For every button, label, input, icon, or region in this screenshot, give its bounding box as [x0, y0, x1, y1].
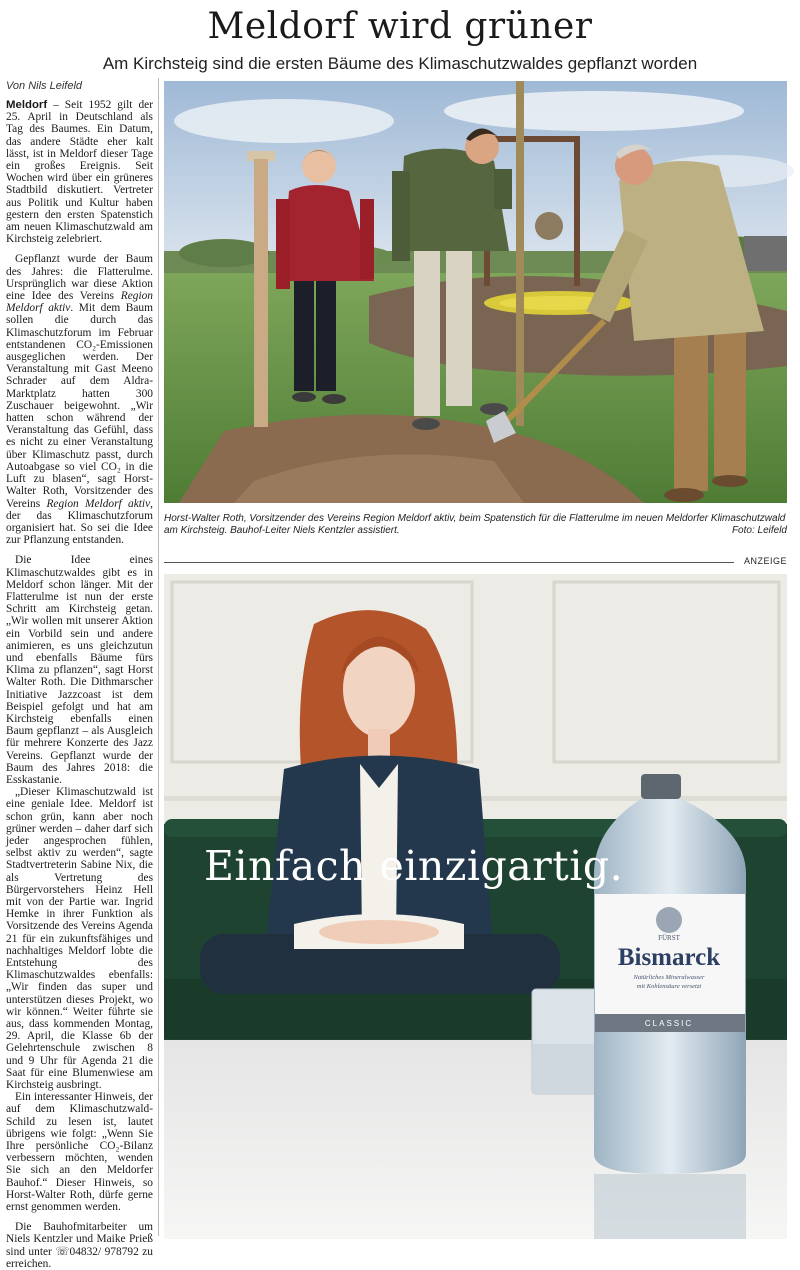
bottle-variant: CLASSIC: [644, 1019, 694, 1028]
article-body: [6, 99, 153, 1270]
column-divider: [158, 78, 159, 1236]
dateline: Meldorf: [6, 99, 48, 111]
ad-slogan: Einfach einzigartig.: [204, 842, 624, 890]
bottle-brand: Bismarck: [617, 944, 721, 971]
bottle-tagline-1: Natürliches Mineralwasser: [633, 974, 705, 981]
byline: Von Nils Leifeld: [6, 80, 83, 92]
photo-caption: [164, 513, 787, 537]
headline: Meldorf wird grüner: [207, 6, 593, 47]
paragraph-6: Die Bauhofmitarbeiter um Niels Kentzler und Maike Prieß sind unter ☏04832/ 978792 zu erreichen.: [6, 1221, 153, 1270]
ad-label: ANZEIGE: [743, 556, 787, 566]
advertisement: [164, 574, 787, 1239]
paragraph-2: Gepflanzt wurde der Baum des Jahres: die Flatterulme. Ursprünglich war diese Aktion eine Idee des Vereins Region Meldorf aktiv. Mit dem Baum sollen die durch das Klimaschutzforum im Februar entstandenen CO₂-Emissionen ausgeglichen werden. Der Veranstaltung mit Gast Meeno Schrader auf dem Aldra-Marktplatz hatten 300 Zuschauer beigewohnt. „Wir hatten schon während der Veranstaltung das Gefühl, dass es nicht zu einer Veranstaltung über Klimaschutz passt, durch Autoabgase so viel CO₂ in die Luft zu blasen“, sagt Horst-Walter Roth, Vorsitzender des Vereins Region Meldorf aktiv, der das Klimaschutzforum organisiert hat. So sei die Idee zur Pflanzung entstanden.: [6, 253, 153, 547]
paragraph-5: Ein interessanter Hinweis, der auf dem Klimaschutzwald-Schild zu lesen ist, lautet übrigens wie folgt: „Wenn Sie Ihre persönliche CO₂-Bilanz verbessern möchten, wenden Sie sich an den Meldorfer Bauhof.“ Dieser Hinweis, so Horst-Walter Roth, dürfe gerne ernst genommen werden.: [6, 1091, 153, 1214]
bottle-brand-small: FÜRST: [658, 934, 680, 942]
photo-credit: Foto: Leifeld: [731, 525, 787, 536]
org-name: Region Meldorf aktiv: [46, 497, 151, 510]
caption-text: Horst-Walter Roth, Vorsitzender des Vereins Region Meldorf aktiv, beim Spatenstich für die Flatterulme im neuen Meldorfer Klimaschutzwald am Kirchsteig. Bauhof-Leiter Niels Kentzler assistiert.: [164, 513, 786, 536]
paragraph-3: Die Idee eines Klimaschutzwaldes gibt es in Meldorf schon länger. Mit der Flatterulme ist nun der erste Schritt am Kirchsteig getan. „Wir wollen mit unserer Aktion ein Vorbild sein und andere animieren, es uns gleichzutun und ebenfalls Bäume fürs Klima zu pflanzen“, sagt Horst Walter Roth. Die Dithmarscher Initiative Jazzcoast ist dem Beispiel gefolgt und hat am Kirchsteig ebenfalls einen Baum gepflanzt – als Ausgleich für mehrere Konzerte des Jazz Vereins. Gepflanzt wurde der Baum des Jahres 2018: die Esskastanie.: [6, 554, 153, 786]
subheadline: Am Kirchsteig sind die ersten Bäume des Klimaschutzwaldes gepflanzt worden: [102, 54, 698, 73]
phone-number: ☏04832/ 978792: [55, 1245, 139, 1258]
ad-divider: [164, 562, 734, 563]
lead-paragraph: Meldorf – Seit 1952 gilt der 25. April in Deutschland als Tag des Baumes. Ein Datum, das andere Städte eher kalt lässt, ist in Meldorf dieser Tage ein großes Ereignis. Seit Wochen wird über ein grüneres Stadtbild diskutiert. Vertreter aus Politik und Kultur haben gestern den ersten Spatenstich am neuen Klimaschutzwald am Kirchsteig zelebriert.: [6, 99, 153, 246]
tree-planting-photo: [164, 81, 787, 503]
bottle-tagline-2: mit Kohlensäure versetzt: [636, 983, 702, 990]
paragraph-4: „Dieser Klimaschutzwald ist eine geniale Idee. Meldorf ist schon grün, kann aber noch grüner werden – daher darf sich jeder angesprochen fühlen, selbst aktiv zu werden“, sagte Stadtvertreterin Sabine Nix, die als Vertretung des Bürgervorstehers Heinz Hell mit von der Partie war. Ingrid Hemke in ihrer Funktion als Vorsitzende des Vereins Agenda 21 für ein zukunftsfähiges und nachhaltiges Meldorf lobte die Entstehung des Klimaschutzwaldes ebenfalls: „Wir finden das super und unterstützen dieses Projekt, wo wir können.“ Weiter führte sie aus, dass kommenden Montag, 29. April, die Klasse 6b der Gelehrtenschule zwischen 8 und 9 Uhr für Agenda 21 die Saat für eine Blumenwiese am Kirchsteig ausbringt.: [6, 786, 153, 1092]
org-name: Region Meldorf aktiv: [6, 290, 153, 315]
mineral-water-ad-image: [164, 574, 787, 1239]
article-photo: [164, 81, 787, 503]
